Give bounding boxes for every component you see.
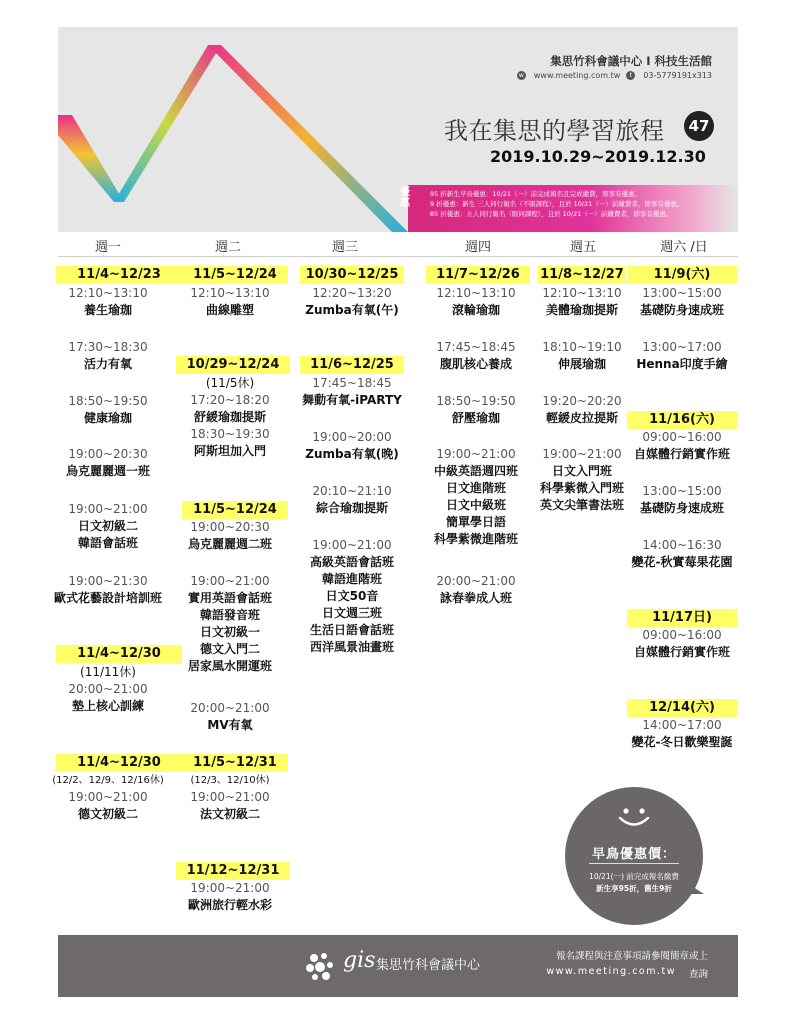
course-time: 18:50~19:50 bbox=[68, 394, 148, 408]
course-time: 19:00~21:00 bbox=[190, 574, 270, 588]
date-highlight: 11/4~12/23 bbox=[56, 266, 182, 284]
course-name: Zumba有氧(午) bbox=[305, 303, 399, 317]
promo-line: 9 折優惠：新生 三人同行報名（不限課程），且於 10/21（一）前繳費者，即享有優惠。 bbox=[430, 200, 684, 208]
course-block bbox=[48, 393, 168, 427]
course-block bbox=[416, 393, 536, 427]
course-name: 輕緩皮拉提斯 bbox=[545, 411, 618, 425]
date-highlight: 11/4~12/30 bbox=[56, 754, 182, 772]
date-highlight: 11/5~12/24 bbox=[182, 266, 288, 284]
course-time: 19:00~20:00 bbox=[312, 430, 392, 444]
course-time: 18:30~19:30 bbox=[190, 427, 270, 441]
course-block bbox=[620, 429, 744, 463]
course-time: 18:50~19:50 bbox=[436, 394, 516, 408]
course-block bbox=[292, 483, 412, 517]
date-highlight: 11/6~12/25 bbox=[300, 356, 404, 374]
footer-query: 查詢 bbox=[688, 969, 708, 980]
promo-line: 85 折優惠：五人同行報名（限同課程），且於 10/21（一）前繳費者，即享有優惠。 bbox=[430, 210, 673, 218]
early-bird-line: 10/21(一) 前完成報名繳費 bbox=[589, 872, 679, 881]
course-block bbox=[292, 285, 412, 319]
course-time: 12:10~13:10 bbox=[68, 286, 148, 300]
course-block bbox=[48, 285, 168, 319]
course-name: 中級英語週四班 bbox=[433, 464, 518, 478]
day-sat-sun: 週六 /日 bbox=[660, 240, 708, 255]
course-block bbox=[170, 880, 290, 914]
course-name: 伸展瑜珈 bbox=[557, 357, 606, 371]
course-time: 12:10~13:10 bbox=[190, 286, 270, 300]
promo-line: 95 折新生早鳥優惠：10/21（一）前完成報名且完成繳費，即享有優惠。 bbox=[430, 190, 642, 198]
course-name: 日文初級一 bbox=[199, 625, 260, 639]
course-block bbox=[292, 537, 412, 656]
course-time: 19:00~21:00 bbox=[68, 790, 148, 804]
date-highlight: 11/7~12/26 bbox=[426, 266, 530, 284]
course-name: MV有氧 bbox=[207, 718, 253, 732]
course-note: (12/2、12/9、12/16休) bbox=[52, 775, 164, 786]
course-time: 17:30~18:30 bbox=[68, 340, 148, 354]
course-name: 簡單學日語 bbox=[445, 515, 506, 529]
course-block bbox=[620, 537, 744, 571]
course-note: (12/3、12/10休) bbox=[190, 775, 270, 786]
course-name: 歐式花藝設計培訓班 bbox=[53, 591, 162, 605]
course-time: 19:00~21:00 bbox=[190, 790, 270, 804]
course-name: 德文初級二 bbox=[77, 807, 138, 821]
issue-badge: 47 bbox=[684, 111, 714, 141]
course-block bbox=[170, 375, 290, 460]
page-title: 我在集思的學習旅程 bbox=[444, 117, 665, 145]
date-highlight: 11/12~12/31 bbox=[176, 862, 290, 880]
date-highlight: 10/29~12/24 bbox=[176, 356, 290, 374]
smiley-icon bbox=[615, 805, 653, 831]
course-name: 舒緩瑜珈提斯 bbox=[193, 410, 266, 424]
course-name: 健康瑜珈 bbox=[83, 411, 132, 425]
early-bird-bubble bbox=[565, 787, 703, 925]
course-name: 變花-冬日歡樂聖誕 bbox=[631, 735, 733, 749]
course-time: 13:00~15:00 bbox=[642, 484, 722, 498]
course-block bbox=[170, 519, 290, 553]
course-name: 日文入門班 bbox=[551, 464, 612, 478]
course-time: 19:00~21:00 bbox=[190, 881, 270, 895]
date-highlight: 11/17日) bbox=[627, 609, 737, 627]
early-bird-line: 新生享95折，舊生9折 bbox=[596, 884, 672, 893]
divider bbox=[589, 863, 679, 864]
course-note: (11/11休) bbox=[80, 665, 136, 679]
course-name: 日文中級班 bbox=[445, 498, 506, 512]
course-time: 17:20~18:20 bbox=[190, 393, 270, 407]
course-name: 日文初級二 bbox=[77, 519, 138, 533]
course-name: 綜合瑜珈提斯 bbox=[315, 501, 388, 515]
footer-bar bbox=[58, 935, 738, 997]
course-block bbox=[522, 393, 642, 427]
date-highlight: 11/4~12/30 bbox=[56, 645, 182, 663]
date-highlight: 11/16(六) bbox=[627, 411, 737, 429]
course-time: 18:10~19:10 bbox=[542, 340, 622, 354]
course-name: 歐洲旅行輕水彩 bbox=[187, 898, 272, 912]
early-bird-text bbox=[565, 871, 703, 895]
course-name: 烏克麗麗週一班 bbox=[65, 464, 150, 478]
course-time: 20:00~21:00 bbox=[190, 701, 270, 715]
course-block bbox=[620, 483, 744, 517]
course-time: 20:00~21:00 bbox=[68, 682, 148, 696]
course-time: 12:20~13:20 bbox=[312, 286, 392, 300]
course-block bbox=[48, 772, 168, 823]
course-time: 20:00~21:00 bbox=[436, 574, 516, 588]
footer-note: 報名課程與注意事項請參閱簡章或上 bbox=[555, 951, 708, 962]
course-time: 17:45~18:45 bbox=[312, 376, 392, 390]
logo-name: 集思竹科會議中心 bbox=[376, 958, 481, 973]
course-name: 墊上核心訓練 bbox=[71, 699, 144, 713]
course-time: 13:00~15:00 bbox=[642, 286, 722, 300]
course-block bbox=[620, 339, 744, 373]
logo-gis-text: gis bbox=[343, 948, 376, 973]
course-time: 19:20~20:20 bbox=[542, 394, 622, 408]
course-name: 曲線雕塑 bbox=[205, 303, 254, 317]
contact-line bbox=[517, 71, 712, 80]
course-block bbox=[416, 339, 536, 373]
course-name: 阿斯坦加入門 bbox=[193, 444, 266, 458]
divider bbox=[58, 256, 738, 257]
date-range: 2019.10.29~2019.12.30 bbox=[490, 147, 706, 166]
course-time: 12:10~13:10 bbox=[436, 286, 516, 300]
date-highlight: 11/9(六) bbox=[627, 266, 737, 284]
course-name: 日文進階班 bbox=[445, 481, 506, 495]
course-time: 19:00~21:00 bbox=[542, 447, 622, 461]
course-name: 基礎防身速成班 bbox=[639, 303, 724, 317]
course-time: 14:00~16:30 bbox=[642, 538, 722, 552]
course-block bbox=[48, 446, 168, 480]
course-name: 科學紫微入門班 bbox=[539, 481, 624, 495]
course-time: 12:10~13:10 bbox=[542, 286, 622, 300]
course-block bbox=[416, 285, 536, 319]
course-time: 19:00~21:00 bbox=[436, 447, 516, 461]
course-name: 活力有氧 bbox=[83, 357, 132, 371]
course-name: 基礎防身速成班 bbox=[639, 501, 724, 515]
course-time: 09:00~16:00 bbox=[642, 628, 722, 642]
course-note: (11/5休) bbox=[205, 376, 255, 390]
course-time: 19:00~21:00 bbox=[312, 538, 392, 552]
course-block bbox=[48, 664, 168, 715]
day-tue: 週二 bbox=[214, 240, 241, 255]
course-time: 17:45~18:45 bbox=[436, 340, 516, 354]
course-time: 09:00~16:00 bbox=[642, 430, 722, 444]
course-name: 自媒體行銷實作班 bbox=[633, 447, 730, 461]
date-highlight: 11/8~12/27 bbox=[538, 266, 626, 284]
course-name: 英文尖筆書法班 bbox=[539, 498, 624, 512]
date-highlight: 11/5~12/31 bbox=[182, 754, 288, 772]
course-block bbox=[48, 501, 168, 552]
day-fri: 週五 bbox=[569, 240, 596, 255]
early-bird-title: 早鳥優惠價： bbox=[591, 847, 676, 862]
course-name: 西洋風景油畫班 bbox=[309, 640, 394, 654]
course-block bbox=[170, 573, 290, 675]
day-wed: 週三 bbox=[331, 240, 358, 255]
course-name: 自媒體行銷實作班 bbox=[633, 645, 730, 659]
web-icon: w bbox=[517, 71, 526, 80]
promo-label: 優惠 bbox=[400, 187, 410, 209]
course-name: 科學紫微進階班 bbox=[433, 532, 518, 546]
course-time: 13:00~17:00 bbox=[642, 340, 722, 354]
course-name: 居家風水開運班 bbox=[187, 659, 272, 673]
course-name: 變花-秋實莓果花園 bbox=[631, 555, 733, 569]
course-name: 舒壓瑜珈 bbox=[451, 411, 500, 425]
gis-logo-icon bbox=[304, 949, 336, 981]
header-banner bbox=[58, 27, 738, 232]
course-block bbox=[170, 772, 290, 823]
course-block bbox=[416, 573, 536, 607]
course-time: 19:00~21:30 bbox=[68, 574, 148, 588]
course-block bbox=[292, 375, 412, 409]
phone-text: 03-5779191x313 bbox=[643, 71, 712, 80]
course-name: 高級英語會話班 bbox=[309, 555, 394, 569]
course-block bbox=[620, 627, 744, 661]
course-name: Henna印度手繪 bbox=[636, 357, 728, 371]
course-name: 生活日語會話班 bbox=[309, 623, 394, 637]
day-mon: 週一 bbox=[94, 240, 121, 255]
course-block bbox=[416, 446, 536, 548]
course-name: 韓語進階班 bbox=[321, 572, 382, 586]
course-name: 韓語會話班 bbox=[77, 536, 138, 550]
promo-text bbox=[430, 189, 683, 219]
course-block bbox=[620, 717, 744, 751]
phone-icon: t bbox=[626, 71, 635, 80]
course-block bbox=[170, 285, 290, 319]
website-text: www.meeting.com.tw bbox=[533, 71, 621, 80]
course-time: 19:00~21:00 bbox=[68, 502, 148, 516]
course-name: 日文週三班 bbox=[321, 606, 382, 620]
day-header-row bbox=[0, 236, 800, 255]
course-name: 德文入門二 bbox=[199, 642, 260, 656]
date-highlight: 10/30~12/25 bbox=[300, 266, 404, 284]
footer-url[interactable]: www.meeting.com.tw bbox=[546, 966, 676, 977]
course-name: 實用英語會話班 bbox=[187, 591, 272, 605]
course-time: 14:00~17:00 bbox=[642, 718, 722, 732]
course-name: 美體瑜珈提斯 bbox=[545, 303, 618, 317]
course-time: 19:00~20:30 bbox=[190, 520, 270, 534]
date-highlight: 12/14(六) bbox=[627, 699, 737, 717]
course-name: Zumba有氧(晚) bbox=[305, 447, 399, 461]
course-name: 烏克麗麗週二班 bbox=[187, 537, 272, 551]
course-time: 19:00~20:30 bbox=[68, 447, 148, 461]
course-name: 養生瑜珈 bbox=[83, 303, 132, 317]
course-block bbox=[620, 285, 744, 319]
org-name: 集思竹科會議中心 I 科技生活館 bbox=[550, 54, 712, 68]
date-highlight: 11/5~12/24 bbox=[182, 501, 288, 519]
course-block bbox=[48, 339, 168, 373]
course-block bbox=[48, 573, 168, 607]
day-thu: 週四 bbox=[464, 240, 491, 255]
course-block bbox=[292, 429, 412, 463]
course-name: 舞動有氧-iPARTY bbox=[302, 393, 402, 407]
course-name: 腹肌核心養成 bbox=[439, 357, 512, 371]
course-name: 詠春拳成人班 bbox=[439, 591, 512, 605]
course-name: 法文初級二 bbox=[199, 807, 260, 821]
course-name: 滾輪瑜珈 bbox=[451, 303, 500, 317]
course-name: 日文50音 bbox=[325, 589, 379, 603]
course-name: 韓語發音班 bbox=[199, 608, 260, 622]
course-time: 20:10~21:10 bbox=[312, 484, 392, 498]
course-block bbox=[170, 700, 290, 734]
